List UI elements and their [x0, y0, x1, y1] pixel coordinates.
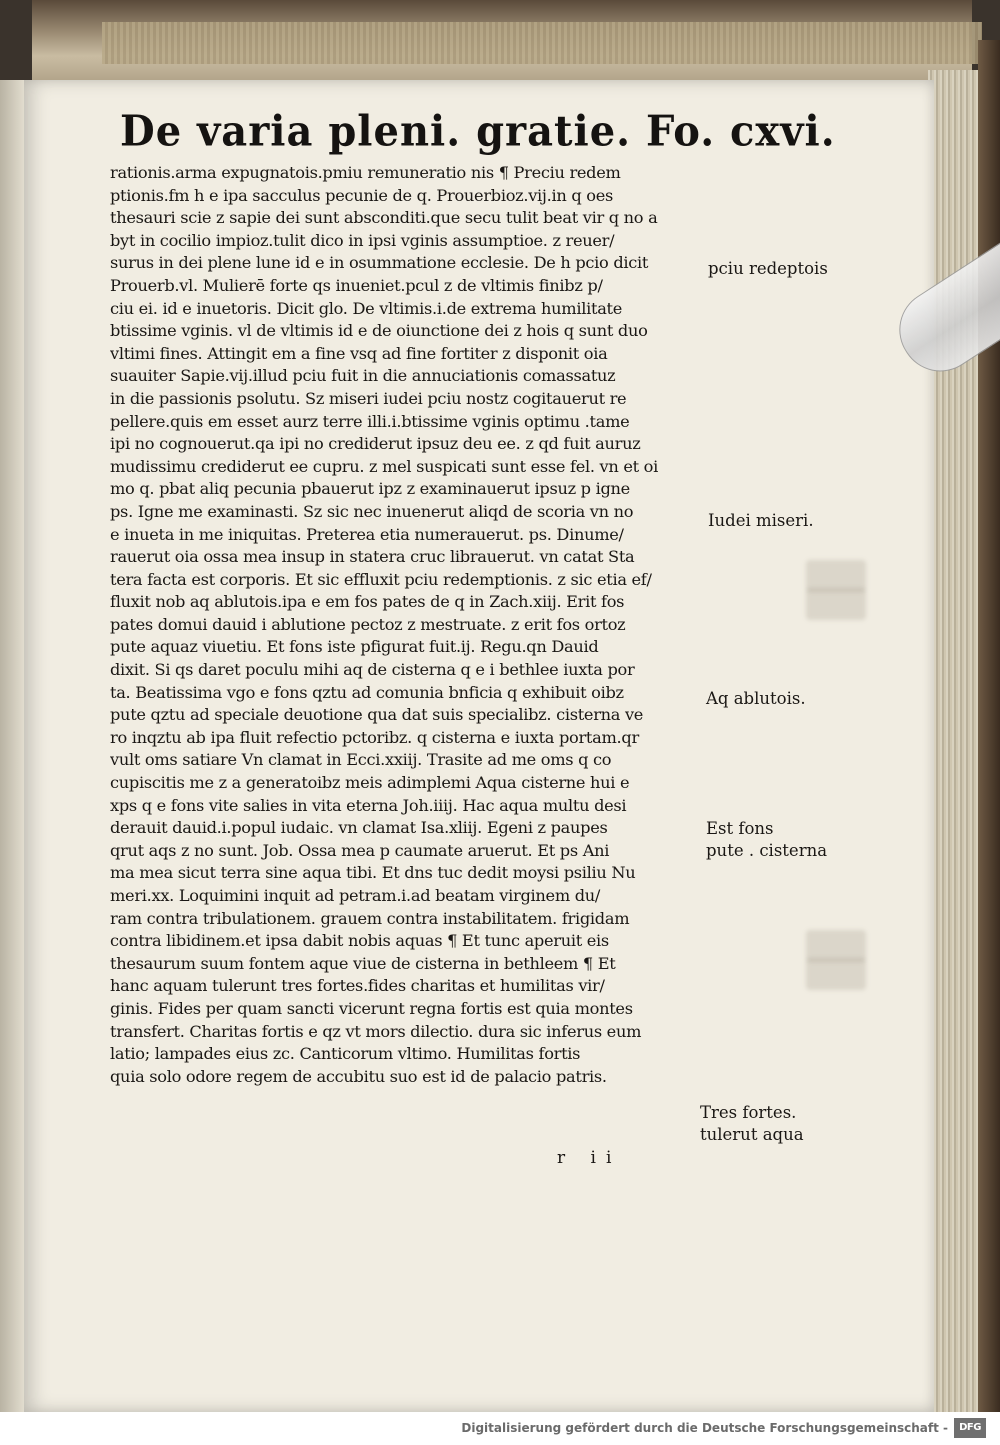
text-line: mo q. pbat aliq pecunia pbauerut ipz z examinauerut ipsuz p igne	[110, 479, 630, 499]
margin-note-aqua	[706, 688, 806, 710]
text-line: btissime vginis. vl de vltimis id e de oiunctione dei z hois q sunt duo	[110, 321, 648, 341]
margin-note-fons	[706, 818, 827, 862]
text-line: ro inqztu ab ipa fluit refectio pctoribz. q cisterna e iuxta portam.qr	[110, 727, 639, 747]
text-line: xps q e fons vite salies in vita eterna Joh.iiij. Hac aqua multu desi	[110, 795, 627, 815]
funding-credit: Digitalisierung gefördert durch die Deutsche Forschungsgemeinschaft -	[461, 1421, 948, 1435]
dfg-logo: DFG	[954, 1418, 986, 1438]
text-line: fluxit nob aq ablutois.ipa e em fos pates de q in Zach.xiij. Erit fos	[110, 592, 625, 612]
text-line: vult oms satiare Vn clamat in Ecci.xxiij. Trasite ad me oms q co	[110, 750, 612, 770]
text-line: mudissimu crediderut ee cupru. z mel suspicati sunt esse fel. vn et oi	[110, 456, 659, 476]
text-line: ma mea sicut terra sine aqua tibi. Et dns tuc dedit moysi psiliu Nu	[110, 863, 636, 883]
text-line: cupiscitis me z a generatoibz meis adimplemi Aqua cisterne hui e	[110, 773, 630, 793]
text-line: in die passionis psolutu. Sz miseri iudei pciu nostz cogitauerut re	[110, 388, 627, 408]
text-line: rationis.arma expugnatois.pmiu remuneratio nis ¶ Preciu redem	[110, 163, 621, 182]
text-line: hanc aquam tulerunt tres fortes.fides charitas et humilitas vir/	[110, 976, 605, 996]
text-line: contra libidinem.et ipsa dabit nobis aquas ¶ Et tunc aperuit eis	[110, 931, 609, 951]
margin-note-line: Tres fortes.	[700, 1103, 797, 1122]
margin-note-line: tulerut aqua	[700, 1125, 804, 1144]
book-top-edge	[32, 0, 972, 80]
text-line: tera facta est corporis. Et sic effluxit pciu redemptionis. z sic etia ef/	[110, 569, 652, 589]
text-line: ciu ei. id e inuetoris. Dicit glo. De vltimis.i.de extrema humilitate	[110, 298, 623, 318]
text-line: thesauri scie z sapie dei sunt absconditi.que secu tulit beat vir q no a	[110, 208, 658, 228]
text-line: pates domui dauid i ablutione pectoz z mestruate. z erit fos ortoz	[110, 614, 626, 634]
text-line: dixit. Si qs daret poculu mihi aq de cisterna q e i bethlee iuxta por	[110, 660, 635, 680]
text-line: ta. Beatissima vgo e fons qztu ad comunia bnficia q exhibuit oibz	[110, 682, 624, 702]
margin-note-line: Aq ablutois.	[706, 689, 806, 708]
text-line: byt in cocilio impioz.tulit dico in ipsi vginis assumptioe. z reuer/	[110, 230, 615, 250]
text-line: ginis. Fides per quam sancti vicerunt regna fortis est quia montes	[110, 998, 633, 1018]
running-header: De varia pleni. gratie. Fo. cxvi.	[120, 106, 836, 157]
body-text-column	[110, 162, 710, 1088]
text-line: ptionis.fm h e ipa sacculus pecunie de q. Prouerbioz.vij.in q oes	[110, 185, 613, 205]
text-line: pellere.quis em esset aurz terre illi.i.btissime vginis optimu .tame	[110, 411, 630, 431]
signature-mark: r ii	[557, 1148, 622, 1168]
left-page-edge	[0, 80, 26, 1412]
show-through-mark	[806, 958, 866, 990]
margin-note-precium	[708, 258, 828, 280]
show-through-mark	[806, 588, 866, 620]
text-line: meri.xx. Loquimini inquit ad petram.i.ad beatam virginem du/	[110, 886, 601, 905]
text-line: ram contra tribulationem. grauem contra instabilitatem. frigidam	[110, 908, 630, 928]
footer-bar	[0, 1412, 1000, 1445]
text-line: transfert. Charitas fortis e qz vt mors dilectio. dura sic inferus eum	[110, 1021, 642, 1041]
margin-note-line: Est fons	[706, 819, 774, 838]
text-line: vltimi fines. Attingit em a fine vsq ad fine fortiter z disponit oia	[110, 343, 608, 363]
text-line: qrut aqs z no sunt. Job. Ossa mea p caumate aruerut. Et ps Ani	[110, 840, 610, 860]
text-line: pute aquaz viuetiu. Et fons iste pfigurat fuit.ij. Regu.qn Dauid	[110, 637, 599, 657]
text-line: surus in dei plene lune id e in osummatione ecclesie. De h pcio dicit	[110, 253, 649, 273]
text-line: thesaurum suum fontem aque viue de cisterna in bethleem ¶ Et	[110, 953, 616, 973]
margin-note-iudei	[708, 510, 814, 532]
text-line: latio; lampades eius zc. Canticorum vltimo. Humilitas fortis	[110, 1044, 581, 1064]
text-line: quia solo odore regem de accubitu suo est id de palacio patris.	[110, 1066, 607, 1086]
text-line: Prouerb.vl. Mulierē forte qs inueniet.pcul z de vltimis finibz p/	[110, 275, 603, 295]
text-line: suauiter Sapie.vij.illud pciu fuit in die annuciationis comassatuz	[110, 366, 616, 386]
text-line: e inueta in me iniquitas. Preterea etia numerauerut. ps. Dinume/	[110, 524, 624, 544]
margin-note-line: Iudei miseri.	[708, 511, 814, 530]
text-line: rauerut oia ossa mea insup in statera cruc librauerut. vn catat Sta	[110, 547, 635, 567]
text-line: derauit dauid.i.popul iudaic. vn clamat Isa.xliij. Egeni z paupes	[110, 818, 608, 838]
text-line: pute qztu ad speciale deuotione qua dat suis specialibz. cisterna ve	[110, 705, 644, 725]
margin-note-tres-fortes	[700, 1102, 804, 1146]
text-line: ps. Igne me examinasti. Sz sic nec inuenerut aliqd de scoria vn no	[110, 501, 634, 521]
book-gilt-edge	[102, 22, 982, 64]
margin-note-line: pciu redeptois	[708, 259, 828, 278]
text-line: ipi no cognouerut.qa ipi no crediderut ipsuz deu ee. z qd fuit auruz	[110, 434, 641, 454]
margin-note-line: pute . cisterna	[706, 841, 828, 860]
